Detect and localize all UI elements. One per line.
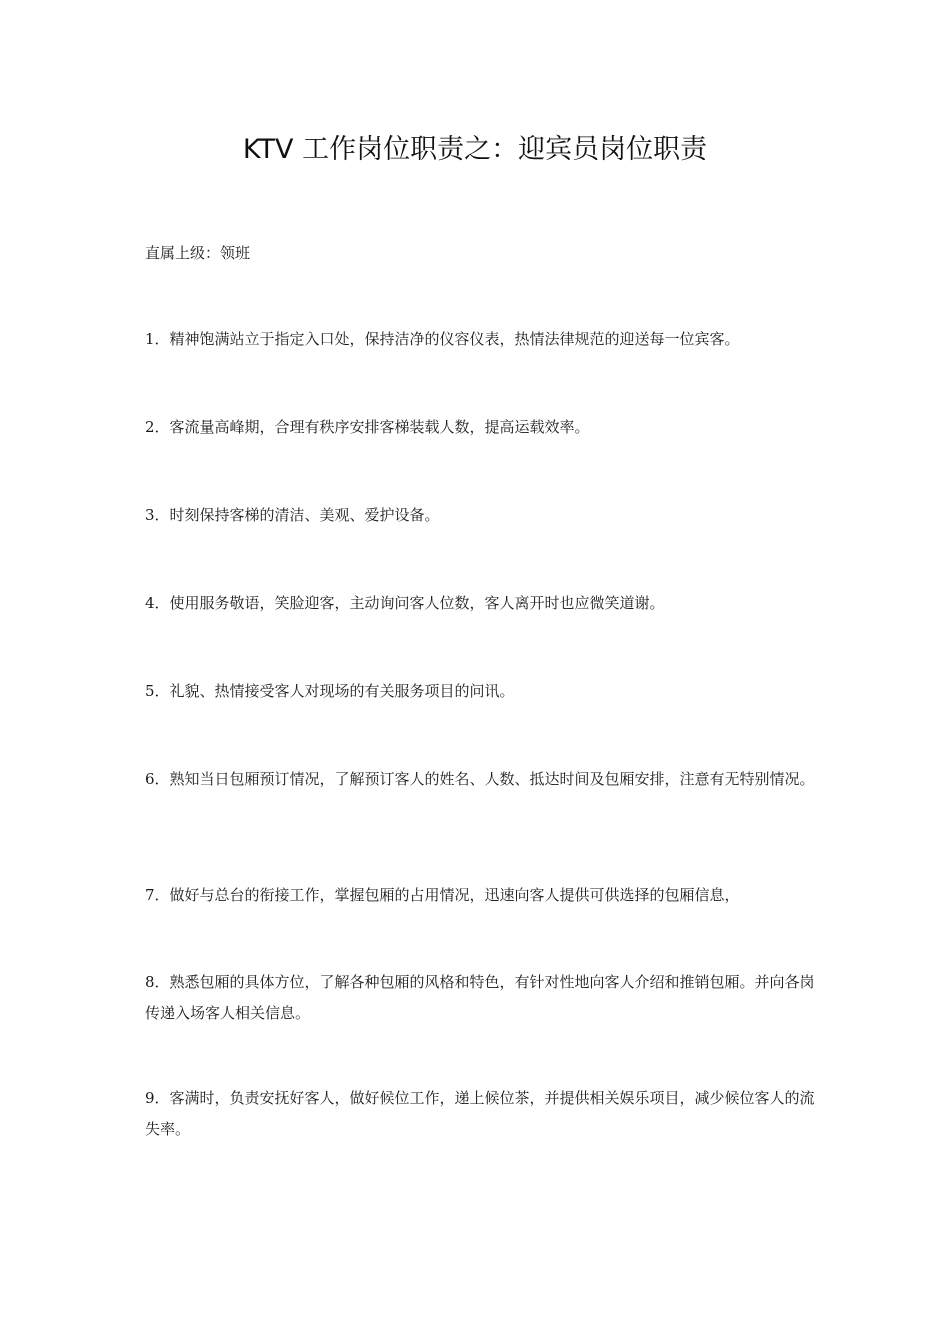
duty-item-4: 4．使用服务敬语，笑脸迎客，主动询问客人位数，客人离开时也应微笑道谢。 bbox=[145, 594, 665, 612]
duty-item-1: 1．精神饱满站立于指定入口处，保持洁净的仪容仪表，热情法律规范的迎送每一位宾客。 bbox=[145, 330, 740, 348]
duty-item-8: 8．熟悉包厢的具体方位，了解各种包厢的风格和特色，有针对性地向客人介绍和推销包厢。并向各岗传递入场客人相关信息。 bbox=[145, 973, 815, 1022]
duty-item-5: 5．礼貌、热情接受客人对现场的有关服务项目的问讯。 bbox=[145, 682, 515, 700]
direct-supervisor: 直属上级：领班 bbox=[145, 244, 251, 262]
duty-item-2: 2．客流量高峰期，合理有秩序安排客梯装载人数，提高运载效率。 bbox=[145, 418, 590, 436]
duty-item-7: 7．做好与总台的衔接工作，掌握包厢的占用情况，迅速向客人提供可供选择的包厢信息， bbox=[145, 886, 740, 904]
duty-item-3: 3．时刻保持客梯的清洁、美观、爱护设备。 bbox=[145, 506, 440, 524]
document-title: KTV 工作岗位职责之：迎宾员岗位职责 bbox=[242, 134, 708, 165]
duty-item-9: 9．客满时，负责安抚好客人，做好候位工作，递上候位茶，并提供相关娱乐项目，减少候位客人的流失率。 bbox=[145, 1089, 815, 1138]
duty-item-6: 6．熟知当日包厢预订情况，了解预订客人的姓名、人数、抵达时间及包厢安排，注意有无特别情况。 bbox=[145, 770, 815, 788]
